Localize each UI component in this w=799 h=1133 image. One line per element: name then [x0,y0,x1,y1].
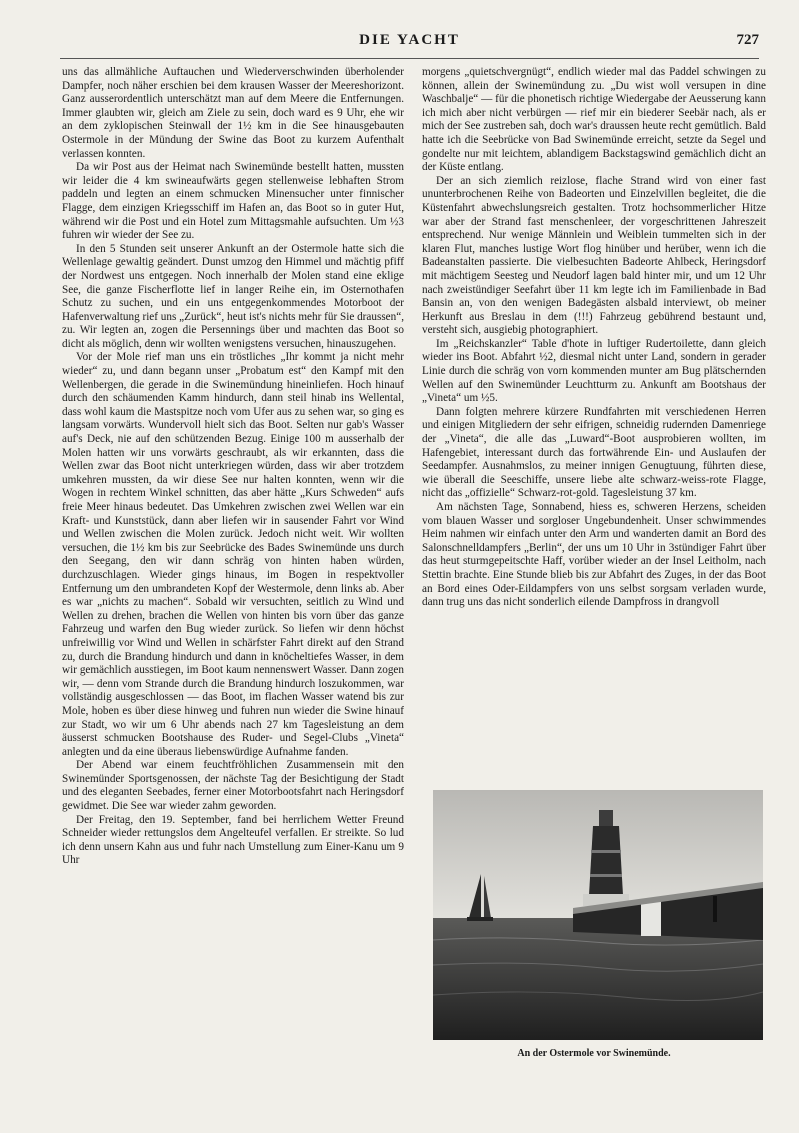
paragraph: morgens „quietschvergnügt“, endlich wieder mal das Paddel schwingen zu können, allein der Swinemündung zu. „Du wist woll versupen in dine Waschbalje“ — für die phonetisch richtige Wiedergabe der Aeusserung kann ich mich aber nicht verbürgen — rief mir ein biederer Seebär nach, als er mich der See zustreben sah, doch war's draussen heute recht gemütlich. Bald hatte ich die Seebrücke von Bad Swinemünde erreicht, setzte da Segel und gondelte nur mit leichtem, ablandigem Backstagswind gemächlich dicht an der Küste entlang. [422,66,766,174]
paragraph: Dann folgten mehrere kürzere Rundfahrten mit verschiedenen Herren und einigen Mitgliedern der sehr eifrigen, schneidig rudernden Damenriege der „Vineta“, die alle das „Luward“-Boot ausprobieren wollten, im Hafengebiet, interessant durch das fortwährende Ein- und Auslaufen der Seedampfer. Ausnahmslos, zu meiner innigen Genugtuung, führten diese, wie überall die Seeschiffe, unsere liebe alte schwarz-weiss-rote Flagge, nicht das „offizielle“ Schwarz-rot-gold. Tagesleistung 37 km. [422,405,766,500]
paragraph: uns das allmähliche Auftauchen und Wiederverschwinden überholender Dampfer, noch näher erschien bei dem krausen Wasser der Meereshorizont. Ganz ausserordentlich unterschätzt man auf dem Meere die Entfernungen. Immer glaubten wir, gleich am Ziele zu sein, doch ward es 9 Uhr, ehe wir an dem zyklopischen Steinwall der 1½ km in die See hinausgebauten Ostermole in der Mündung der Swine das Boot zu kurzem Aufenthalt verlassen konnten. [62,66,404,160]
journal-title: DIE YACHT [359,32,460,48]
page-number: 727 [736,32,759,48]
paragraph: Im „Reichskanzler“ Table d'hote in luftiger Rudertoilette, dann gleich wieder ins Boot. Abfahrt ½2, diesmal nicht unter Land, sondern in gerader Linie durch die schräg von vorn kommenden munter am Bug plätschernden Wellen auf den Swinemünder Leuchtturm zu. Ankunft am Bootshaus der „Vineta“ um ½5. [422,337,766,405]
left-column [62,66,404,868]
paragraph: Vor der Mole rief man uns ein tröstliches „Ihr kommt ja nicht mehr wieder“ zu, und dann begann unser „Probatum est“ den Kampf mit den Wellenbergen, die gerade in die Swinemündung hineinliefen. Hoch hinauf durch den schäumenden Kamm hindurch, dann steil hinab ins Wellental, dass wohl kaum die Mastspitze noch vom Ufer aus zu sehen war, so ging es langsam vorwärts. Wundervoll hielt sich das Boot. Selten nur gab's Wasser auf's Deck, nie auf den schützenden Bezug. Einige 100 m ausserhalb der Molen hatten wir uns vorwärts geschraubt, als wir erkannten, dass die Wellen zwar das Boot nicht unterkriegen würden, dass wir aber trotzdem umkehren mussten, da wir diese See nur halten konnten, wenn wir die Wogen in rechtem Winkel schnitten, das aber hätte „Kurs Schweden“ aufs freie Meer hinaus bedeutet. Das Umkehren zwischen zwei Wellen war ein Kraft- und Kunststück, dann aber liefen wir in sausender Fahrt vor Wind und Wellen zwischen die Molen zurück. Jedoch nicht weit. Wir wollten versuchen, die 1½ km bis zur Seebrücke des Bades Swinemünde uns durch den Seegang, den wir dann schräg von hinten haben würden, durchzuschlagen. Wieder gings hinaus, im Bogen in respektvoller Entfernung um den umbrandeten Kopf der Westermole, denn links ab. Aber es war „nichts zu machen“. Sobald wir versuchten, seitlich zu Wind und Wellen zu drehen, brachen die Wellen von hinten bis vorn über das ganze Fahrzeug und warfen den Bug wieder zurück. So liefen wir denn höchst unfreiwillig vor Wind und Wellen in schärfster Fahrt direkt auf den Strand zu, durch die Brandung hindurch und dann in knöcheltiefes Wasser, in dem wir gemächlich ausstiegen, im Boot kaum nennenswert Wasser. Dann zogen wir, — denn vom Strande durch die Brandung hindurch loszukommen, war vollständig ausgeschlossen — das Boot, im flachen Wasser watend bis zur Mole, hoben es über diese hinweg und fuhren nun wieder die Swine hinauf zur Stadt, wo wir um 6 Uhr abends nach 27 km Tagesleistung an dem äusserst schmucken Bootshause des Ruder- und Segel-Clubs „Vineta“ anlegten und da eine überaus liebenswürdige Aufnahme fanden. [62,351,404,758]
right-column [422,66,766,610]
paragraph: In den 5 Stunden seit unserer Ankunft an der Ostermole hatte sich die Wellenlage gewaltig geändert. Dunst umzog den Himmel und mächtig pfiff der Nordwest uns entgegen. Noch innerhalb der Molen stand eine eklige See, die ganze Fischerflotte lief in langer Reihe ein, im Osternothafen Schutz zu suchen, und ein uns entgegenkommendes Motorboot der Hafenverwaltung rief uns „Zurück“, heut ist's nichts mehr für Sie draussen“, zu. Wir legten an, zogen die Persennings über und machten das Boot so dicht als möglich, denn wir wollten wenigstens versuchen, hinauszugehen. [62,242,404,350]
running-header [60,32,759,54]
paragraph: Der an sich ziemlich reizlose, flache Strand wird von einer fast ununterbrochenen Reihe von Badeorten und Einzelvillen begleitet, die die Küstenfahrt abwechslungsreich gestalten. Trotz hochsommerlicher Hitze war aber der Strand fast menschenleer, der vorgeschrittenen Jahreszeit entsprechend. Nur wenige Männlein und Weiblein tummelten sich in der klaren Flut, manches lustige Wort flog hinüber und herüber, wenn ich die Badeanstalten passierte. Die vielbesuchten Badeorte Ahlbeck, Heringsdorf mit mächtigem Seesteg und Neudorf lagen bald hinter mir, und um 12 Uhr nach zweistündiger Seefahrt über 11 km legte ich im Familienbade in Bad Bansin an, von den wenigen Badegästen alsbald interviewt, ob meiner Herkunft aus Breslau in dem (!!!) Fahrzeug gebührend bestaunt und, versteht sich, ausgiebig photographiert. [422,174,766,337]
paragraph: Am nächsten Tage, Sonnabend, hiess es, schweren Herzens, scheiden vom blauen Wasser und sorgloser Ungebundenheit. Unser schwimmendes Heim nahmen wir einfach unter den Arm und wanderten damit an Bord des Salonschnelldampfers „Berlin“, der uns um 10 Uhr in 3stündiger Fahrt über das heut sturmgepeitschte Haff, vorüber wieder an der Insel Leitholm, nach Stettin brachte. Eine Stunde blieb bis zur Abfahrt des Zuges, in der das Boot an Bord eines Oder-Eildampfers von uns selbst sorgsam verladen wurde, dann trug uns das nicht sonderlich eilende Dampfross in drangvoll [422,501,766,609]
paragraph: Da wir Post aus der Heimat nach Swinemünde bestellt hatten, mussten wir leider die 4 km swineaufwärts gegen stellenweise lebhaften Strom paddeln und legten an einem schmucken Minensucher unter finnischer Flagge, dem einzigen Kriegsschiff im Hafen an, das Boot so in guter Hut, während wir die Post und ein Hotel zum Mittagsmahle aufsuchten. Um ½3 fuhren wir wieder der See zu. [62,161,404,242]
photo-lighthouse-mole [433,790,763,1040]
photo-illustration [433,790,763,1040]
header-rule [60,58,759,59]
paragraph: Der Abend war einem feuchtfröhlichen Zusammensein mit den Swinemünder Sportsgenossen, der nächste Tag der Besichtigung der Stadt und des eleganten Seebades, ferner einer Motorbootsfahrt nach Heringsdorf gewidmet. Die See war wieder zahm geworden. [62,759,404,813]
figure-caption: An der Ostermole vor Swinemünde. [517,1048,671,1059]
paragraph: Der Freitag, den 19. September, fand bei herrlichem Wetter Freund Schneider wieder rettungslos dem Angelteufel verfallen. Er streikte. So lud ich denn unsern Kahn aus und fuhr nach Umstellung zum Einer-Kanu um 9 Uhr [62,813,404,867]
